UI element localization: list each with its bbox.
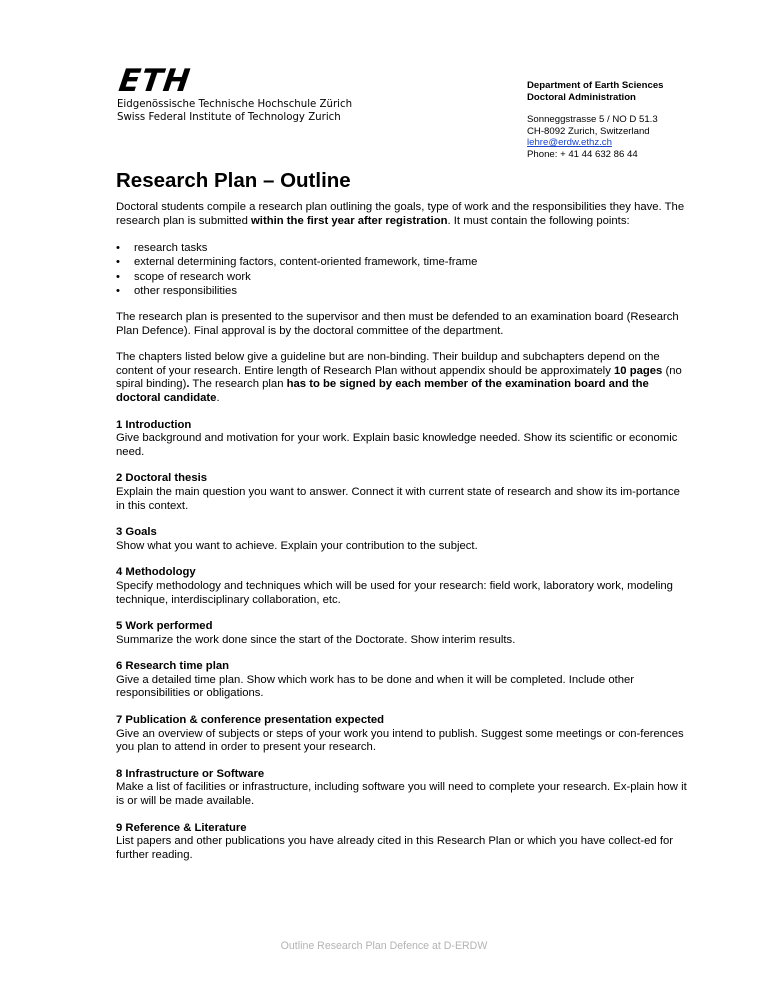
list-item-text: scope of research work [134,270,251,283]
section-text: Specify methodology and techniques which will be used for your research: field work, laboratory work, modeling technique, interdisciplinary collaboration, etc. [116,579,673,606]
section-text: List papers and other publications you have already cited in this Research Plan or which you have collect-ed for further reading. [116,835,674,861]
list-item [116,270,688,284]
bullet-icon: • [116,284,120,297]
section-title: 9 Reference & Literature [116,821,247,834]
defence-paragraph: The research plan is presented to the supervisor and then must be defended to an examination board (Research Plan Defence). Final approval is by the doctoral committee of the department. [116,311,679,337]
list-item [116,284,688,298]
document-body [116,170,688,875]
section-text: Explain the main question you want to answer. Connect it with current state of research and show its im-portance in this context. [116,485,680,512]
section-title: 6 Research time plan [116,660,230,673]
eth-logo [116,63,353,124]
guideline-text-3: The research plan [189,378,287,391]
list-item-text: other responsibilities [134,284,237,297]
department-name: Department of Earth Sciences [527,80,664,91]
bullet-icon: • [116,270,120,283]
section-title: 5 Work performed [116,620,213,633]
logo-line-german: Eidgenössische Technische Hochschule Zürich [117,99,353,110]
section-text: Give background and motivation for your work. Explain basic knowledge needed. Show its scientific or economic need. [116,432,678,458]
section-title: 2 Doctoral thesis [116,472,208,485]
intro-text-1: Doctoral students compile a research plan outlining the goals, type of work and the responsibilities they have. The research plan is submitted [116,201,685,227]
list-item-text: research tasks [134,242,208,255]
address-block [527,80,664,160]
bullet-icon: • [116,242,120,255]
section-methodology [116,566,688,607]
list-item [116,241,688,255]
section-title: 4 Methodology [116,566,196,579]
section-title: 7 Publication & conference presentation expected [116,714,385,727]
guideline-bold-dot: . [186,378,190,391]
section-text: Give a detailed time plan. Show which work has to be done and when it will be completed. Include other responsibilities or obligations. [116,673,635,700]
phone-number: Phone: + 41 44 632 86 44 [527,148,638,160]
section-infrastructure [116,768,688,809]
logo-line-english: Swiss Federal Institute of Technology Zurich [117,112,341,123]
section-references [116,822,688,863]
intro-paragraph [116,201,688,228]
email-link[interactable]: lehre@erdw.ethz.ch [527,137,612,148]
admin-name: Doctoral Administration [527,91,636,103]
section-title: 1 Introduction [116,418,192,431]
section-doctoral-thesis [116,472,688,513]
section-introduction [116,419,688,460]
intro-bold: within the first year after registration [251,214,448,227]
section-text: Show what you want to achieve. Explain your contribution to the subject. [116,539,478,552]
page-footer: Outline Research Plan Defence at D-ERDW [280,940,488,952]
section-text: Summarize the work done since the start of the Doctorate. Show interim results. [116,633,516,646]
points-list [116,241,688,298]
section-title: 8 Infrastructure or Software [116,767,265,780]
guideline-paragraph [116,351,688,405]
guideline-text-2: (no spiral binding) [116,364,682,391]
section-text: Make a list of facilities or infrastructure, including software you will need to complete your research. Ex-plain how it is or will be made available. [116,781,687,808]
guideline-text-1: The chapters listed below give a guideline but are non-binding. Their buildup and subchapters depend on the content of your research. Entire length of Research Plan without appendix should be approximately [116,351,660,377]
page-title: Research Plan – Outline [116,169,351,192]
section-text: Give an overview of subjects or steps of your work you intend to publish. Suggest some meetings or con-ferences you plan to attend in order to present your research. [116,727,684,754]
list-item-text: external determining factors, content-oriented framework, time-frame [134,256,478,269]
section-goals [116,526,688,553]
street-address: Sonneggstrasse 5 / NO D 51.3 [527,114,658,125]
section-time-plan [116,660,688,701]
bullet-icon: • [116,256,120,269]
guideline-bold-pages: 10 pages [613,364,663,377]
guideline-text-4: . [216,391,220,404]
city-address: CH-8092 Zurich, Switzerland [527,125,650,137]
eth-logo-mark: ETH [116,63,193,99]
list-item [116,255,688,269]
section-title: 3 Goals [116,526,157,539]
guideline-bold-signed: has to be signed by each member of the examination board and the doctoral candidate [116,378,649,404]
intro-text-2: . It must contain the following points: [447,214,630,227]
section-work-performed [116,620,688,647]
section-publication [116,714,688,755]
